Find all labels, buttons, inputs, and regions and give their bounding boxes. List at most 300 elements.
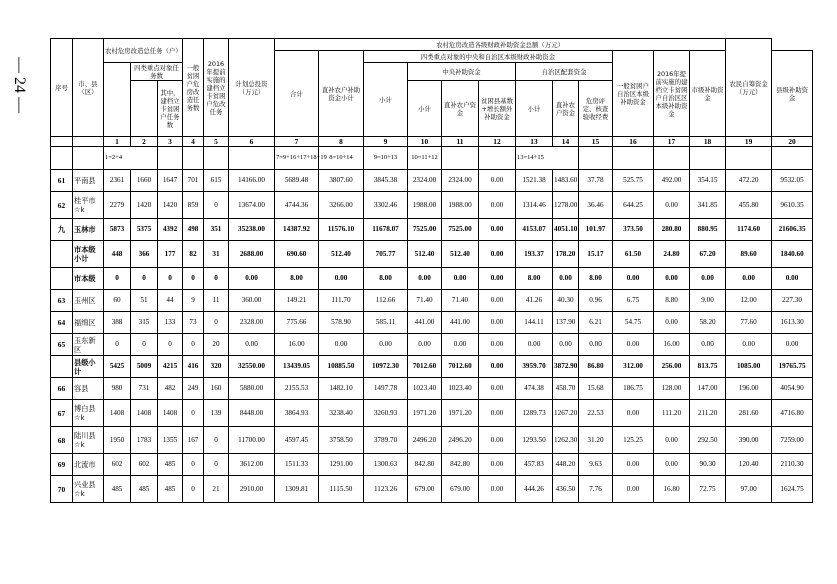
cell-col-18: 211.20 [690, 400, 726, 427]
cell-col-11: 441.00 [442, 312, 479, 334]
cell-col-3: 133 [158, 312, 183, 334]
cell-col-3: 1647 [158, 170, 183, 192]
cell-col-5: 11 [204, 290, 229, 312]
cell-col-1: 0 [104, 334, 131, 356]
row-name: 福绵区 [73, 312, 104, 334]
cell-col-15: 101.97 [579, 219, 613, 241]
cell-col-7: 2155.53 [275, 378, 319, 400]
col-number: 14 [553, 137, 579, 147]
cell-col-9: 8.00 [364, 268, 408, 290]
col-number: 7 [275, 137, 319, 147]
col-number: 15 [579, 137, 613, 147]
cell-col-12: 0.00 [479, 400, 516, 427]
cell-col-7: 3864.93 [275, 400, 319, 427]
header-seq: 序号 [51, 39, 73, 137]
header-central-group: 中央补助资金 [408, 63, 516, 81]
cell-col-17: 280.80 [654, 219, 690, 241]
cell-col-11: 7525.00 [442, 219, 479, 241]
cell-col-19: 1174.60 [726, 219, 772, 241]
row-name: 平南县 [73, 170, 104, 192]
cell-col-9: 11678.07 [364, 219, 408, 241]
cell-col-18: 72.75 [690, 476, 726, 503]
cell-col-19: 455.80 [726, 192, 772, 219]
header-self-fund: 农民自筹资金（万元） [726, 39, 772, 137]
cell-col-3: 1420 [158, 192, 183, 219]
header-region-group: 自治区配套资金 [516, 63, 613, 81]
col-number: 3 [158, 137, 183, 147]
cell-col-3: 44 [158, 290, 183, 312]
cell-col-3: 485 [158, 454, 183, 476]
col-number: 16 [613, 137, 654, 147]
row-seq: 64 [51, 312, 73, 334]
cell-col-8: 1291.00 [319, 454, 364, 476]
cell-col-8: 512.40 [319, 241, 364, 268]
cell-col-16: 373.50 [613, 219, 654, 241]
cell-col-16: 0.00 [613, 400, 654, 427]
cell-col-2: 1408 [131, 400, 158, 427]
cell-col-6: 0.00 [229, 268, 275, 290]
col-number: 4 [183, 137, 204, 147]
table-row [51, 356, 813, 378]
cell-col-6: 2688.00 [229, 241, 275, 268]
cell-col-20: 7259.00 [772, 427, 813, 454]
cell-col-18: 292.50 [690, 427, 726, 454]
cell-col-5: 31 [204, 241, 229, 268]
cell-col-20: 1613.30 [772, 312, 813, 334]
cell-col-16: 644.25 [613, 192, 654, 219]
cell-col-5: 21 [204, 476, 229, 503]
cell-col-8: 111.70 [319, 290, 364, 312]
cell-col-1: 1950 [104, 427, 131, 454]
formula-c10: 10=11+12 [408, 147, 442, 170]
row-seq: 68 [51, 427, 73, 454]
subsidy-table [50, 38, 813, 503]
row-name: 北流市 [73, 454, 104, 476]
cell-col-14: 458.70 [553, 378, 579, 400]
cell-col-8: 1115.50 [319, 476, 364, 503]
cell-col-8: 3266.00 [319, 192, 364, 219]
cell-col-11: 2496.20 [442, 427, 479, 454]
column-numbers-row [51, 137, 813, 147]
table-row [51, 192, 813, 219]
cell-col-2: 1660 [131, 170, 158, 192]
cell-col-16: 186.75 [613, 378, 654, 400]
col-number: 18 [690, 137, 726, 147]
cell-col-4: 0 [183, 334, 204, 356]
cell-col-19: 472.20 [726, 170, 772, 192]
cell-col-2: 0 [131, 334, 158, 356]
cell-col-13: 144.11 [516, 312, 553, 334]
header-task-blank [104, 63, 131, 137]
cell-col-13: 3959.70 [516, 356, 553, 378]
cell-col-13: 4153.07 [516, 219, 553, 241]
cell-col-16: 0.00 [613, 268, 654, 290]
cell-col-3: 482 [158, 378, 183, 400]
row-seq: 63 [51, 290, 73, 312]
cell-col-6: 14166.00 [229, 170, 275, 192]
cell-col-10: 512.40 [408, 241, 442, 268]
row-name: 陆川县☆k [73, 427, 104, 454]
cell-col-15: 15.17 [579, 241, 613, 268]
cell-col-10: 1971.20 [408, 400, 442, 427]
cell-col-3: 1408 [158, 400, 183, 427]
cell-col-10: 1988.00 [408, 192, 442, 219]
cell-col-8: 10885.50 [319, 356, 364, 378]
table-row [51, 241, 813, 268]
cell-col-13: 474.38 [516, 378, 553, 400]
cell-col-9: 3845.38 [364, 170, 408, 192]
cell-col-17: 0.00 [654, 268, 690, 290]
cell-col-20: 0.00 [772, 334, 813, 356]
cell-col-13: 1289.73 [516, 400, 553, 427]
cell-col-7: 5689.48 [275, 170, 319, 192]
cell-col-18: 354.15 [690, 170, 726, 192]
row-seq: 61 [51, 170, 73, 192]
formula-c8: 8=10+14 [319, 147, 364, 170]
cell-col-6: 360.00 [229, 290, 275, 312]
row-seq: 69 [51, 454, 73, 476]
cell-col-5: 0 [204, 427, 229, 454]
cell-col-4: 82 [183, 241, 204, 268]
header-key-group: 四类重点对象任务数 [131, 63, 183, 81]
cell-col-19: 12.00 [726, 290, 772, 312]
cell-col-6: 5880.00 [229, 378, 275, 400]
cell-col-15: 0.00 [579, 334, 613, 356]
header-central-sub: 小计 [408, 81, 442, 137]
cell-col-17: 0.00 [654, 192, 690, 219]
header-fund-group: 农村危房改造各级财政补助资金总额（万元） [275, 39, 726, 51]
cell-col-18: 147.00 [690, 378, 726, 400]
cell-col-7: 775.66 [275, 312, 319, 334]
cell-col-8: 578.90 [319, 312, 364, 334]
cell-col-4: 701 [183, 170, 204, 192]
row-seq [51, 268, 73, 290]
cell-col-4: 0 [183, 476, 204, 503]
cell-col-2: 0 [131, 268, 158, 290]
cell-col-14: 178.20 [553, 241, 579, 268]
cell-col-1: 448 [104, 241, 131, 268]
cell-col-1: 2279 [104, 192, 131, 219]
cell-col-10: 7525.00 [408, 219, 442, 241]
cell-col-19: 281.60 [726, 400, 772, 427]
cell-col-15: 6.21 [579, 312, 613, 334]
cell-col-19: 97.00 [726, 476, 772, 503]
cell-col-11: 842.80 [442, 454, 479, 476]
cell-col-19: 0.00 [726, 334, 772, 356]
cell-col-14: 1267.20 [553, 400, 579, 427]
table-row [51, 476, 813, 503]
cell-col-20: 0.00 [772, 268, 813, 290]
cell-col-2: 5009 [131, 356, 158, 378]
header-nonpoor: 一般贫困户危房改造任务数 [183, 39, 204, 137]
cell-col-6: 0.00 [229, 334, 275, 356]
cell-col-10: 7012.60 [408, 356, 442, 378]
cell-col-7: 4597.45 [275, 427, 319, 454]
cell-col-19: 196.00 [726, 378, 772, 400]
cell-col-16: 0.00 [613, 334, 654, 356]
cell-col-6: 11700.00 [229, 427, 275, 454]
row-name: 桂平市☆k [73, 192, 104, 219]
cell-col-11: 1988.00 [442, 192, 479, 219]
cell-col-8: 0.00 [319, 334, 364, 356]
cell-col-14: 0.00 [553, 334, 579, 356]
cell-col-4: 167 [183, 427, 204, 454]
cell-col-12: 0.00 [479, 268, 516, 290]
row-seq: 66 [51, 378, 73, 400]
col-number: 2 [131, 137, 158, 147]
cell-col-10: 0.00 [408, 334, 442, 356]
cell-col-12: 0.00 [479, 170, 516, 192]
cell-col-2: 5375 [131, 219, 158, 241]
cell-col-18: 58.20 [690, 312, 726, 334]
cell-col-11: 512.40 [442, 241, 479, 268]
cell-col-14: 4051.10 [553, 219, 579, 241]
col-number: 1 [104, 137, 131, 147]
cell-col-1: 388 [104, 312, 131, 334]
header-key-fund-group: 四类重点对象的中央和自治区本级财政补助资金 [364, 51, 613, 63]
cell-col-7: 690.60 [275, 241, 319, 268]
cell-col-16: 0.00 [613, 476, 654, 503]
cell-col-13: 193.37 [516, 241, 553, 268]
header-total: 合计 [275, 51, 319, 137]
cell-col-3: 177 [158, 241, 183, 268]
cell-col-9: 1300.63 [364, 454, 408, 476]
cell-col-16: 312.00 [613, 356, 654, 378]
cell-col-8: 3238.40 [319, 400, 364, 427]
cell-col-12: 0.00 [479, 334, 516, 356]
cell-col-9: 585.11 [364, 312, 408, 334]
cell-col-17: 16.80 [654, 476, 690, 503]
cell-col-6: 3612.00 [229, 454, 275, 476]
header-task-group: 农村危房改造总任务（户） [104, 39, 183, 63]
header-plan-investment: 计划总投资（万元） [229, 39, 275, 137]
cell-col-17: 16.00 [654, 334, 690, 356]
cell-col-13: 1314.46 [516, 192, 553, 219]
cell-col-20: 19765.75 [772, 356, 813, 378]
cell-col-12: 0.00 [479, 312, 516, 334]
cell-col-12: 0.00 [479, 241, 516, 268]
cell-col-18: 90.30 [690, 454, 726, 476]
cell-col-14: 40.30 [553, 290, 579, 312]
row-name: 市本级小计 [73, 241, 104, 268]
row-name: 玉林市 [73, 219, 104, 241]
cell-col-6: 13674.00 [229, 192, 275, 219]
cell-col-20: 4716.80 [772, 400, 813, 427]
cell-col-5: 320 [204, 356, 229, 378]
formula-c1: 1=2+4 [104, 147, 158, 170]
cell-col-6: 35238.00 [229, 219, 275, 241]
header-poor-county: 贫困县基数+增长额外补助资金 [479, 81, 516, 137]
page-number: — 24 — [11, 57, 28, 113]
row-seq: 67 [51, 400, 73, 427]
col-number: 20 [772, 137, 813, 147]
header-key-sub: 其中，建档立卡贫困户任务数 [158, 81, 183, 137]
cell-col-12: 0.00 [479, 192, 516, 219]
cell-col-1: 5425 [104, 356, 131, 378]
cell-col-12: 0.00 [479, 427, 516, 454]
cell-col-20: 1624.75 [772, 476, 813, 503]
header-2016: 2016年提前实施的建档立卡贫困户危改任务 [204, 39, 229, 137]
cell-col-3: 1355 [158, 427, 183, 454]
col-number: 8 [319, 137, 364, 147]
cell-col-17: 111.20 [654, 400, 690, 427]
cell-col-10: 441.00 [408, 312, 442, 334]
cell-col-6: 8448.00 [229, 400, 275, 427]
cell-col-10: 1023.40 [408, 378, 442, 400]
cell-col-20: 1840.60 [772, 241, 813, 268]
cell-col-10: 2324.00 [408, 170, 442, 192]
cell-col-20: 9532.05 [772, 170, 813, 192]
cell-col-18: 0.00 [690, 268, 726, 290]
cell-col-4: 9 [183, 290, 204, 312]
header-region-sub: 小计 [516, 81, 553, 137]
cell-col-5: 351 [204, 219, 229, 241]
cell-col-13: 444.26 [516, 476, 553, 503]
cell-col-19: 1085.00 [726, 356, 772, 378]
cell-col-9: 0.00 [364, 334, 408, 356]
cell-col-7: 13439.05 [275, 356, 319, 378]
cell-col-14: 1278.00 [553, 192, 579, 219]
cell-col-3: 0 [158, 268, 183, 290]
cell-col-15: 7.76 [579, 476, 613, 503]
col-number: 17 [654, 137, 690, 147]
cell-col-16: 525.75 [613, 170, 654, 192]
cell-col-14: 1262.30 [553, 427, 579, 454]
cell-col-16: 54.75 [613, 312, 654, 334]
cell-col-19: 120.40 [726, 454, 772, 476]
row-seq [51, 241, 73, 268]
cell-col-18: 0.00 [690, 334, 726, 356]
row-seq: 62 [51, 192, 73, 219]
cell-col-2: 315 [131, 312, 158, 334]
cell-col-4: 416 [183, 356, 204, 378]
row-name: 容县 [73, 378, 104, 400]
cell-col-16: 6.75 [613, 290, 654, 312]
cell-col-5: 160 [204, 378, 229, 400]
cell-col-10: 0.00 [408, 268, 442, 290]
cell-col-1: 5873 [104, 219, 131, 241]
cell-col-12: 0.00 [479, 219, 516, 241]
cell-col-10: 679.00 [408, 476, 442, 503]
header-direct-sub: 直补农户补助资金小计 [319, 51, 364, 137]
cell-col-11: 679.00 [442, 476, 479, 503]
cell-col-6: 32550.00 [229, 356, 275, 378]
cell-col-17: 24.80 [654, 241, 690, 268]
cell-col-3: 485 [158, 476, 183, 503]
cell-col-14: 448.20 [553, 454, 579, 476]
cell-col-10: 2496.20 [408, 427, 442, 454]
cell-col-2: 1783 [131, 427, 158, 454]
cell-col-12: 0.00 [479, 476, 516, 503]
cell-col-1: 1408 [104, 400, 131, 427]
col-number: 13 [516, 137, 553, 147]
cell-col-12: 0.00 [479, 356, 516, 378]
cell-col-10: 71.40 [408, 290, 442, 312]
cell-col-11: 0.00 [442, 268, 479, 290]
cell-col-15: 15.68 [579, 378, 613, 400]
cell-col-13: 8.00 [516, 268, 553, 290]
cell-col-8: 3807.60 [319, 170, 364, 192]
cell-col-17: 8.80 [654, 290, 690, 312]
cell-col-17: 0.00 [654, 454, 690, 476]
cell-col-16: 61.50 [613, 241, 654, 268]
cell-col-20: 2110.30 [772, 454, 813, 476]
table-row [51, 334, 813, 356]
cell-col-16: 125.25 [613, 427, 654, 454]
header-county-fund: 县级补助资金 [772, 51, 813, 137]
cell-col-15: 0.96 [579, 290, 613, 312]
cell-col-14: 436.50 [553, 476, 579, 503]
cell-col-17: 256.00 [654, 356, 690, 378]
table-row [51, 170, 813, 192]
cell-col-12: 0.00 [479, 454, 516, 476]
cell-col-9: 3789.70 [364, 427, 408, 454]
cell-col-14: 1483.60 [553, 170, 579, 192]
col-number: 12 [479, 137, 516, 147]
cell-col-8: 1482.10 [319, 378, 364, 400]
header-central-direct: 直补农户资金 [442, 81, 479, 137]
row-name: 玉东新区 [73, 334, 104, 356]
table-body [51, 170, 813, 503]
table-row [51, 454, 813, 476]
cell-col-11: 2324.00 [442, 170, 479, 192]
cell-col-13: 41.26 [516, 290, 553, 312]
cell-col-2: 731 [131, 378, 158, 400]
table-row [51, 378, 813, 400]
cell-col-7: 16.00 [275, 334, 319, 356]
row-seq [51, 356, 73, 378]
cell-col-19: 0.00 [726, 268, 772, 290]
cell-col-7: 1309.81 [275, 476, 319, 503]
table-row [51, 400, 813, 427]
cell-col-1: 0 [104, 268, 131, 290]
cell-col-14: 3872.90 [553, 356, 579, 378]
cell-col-1: 60 [104, 290, 131, 312]
cell-col-20: 227.30 [772, 290, 813, 312]
cell-col-20: 4054.90 [772, 378, 813, 400]
cell-col-9: 112.66 [364, 290, 408, 312]
cell-col-15: 36.46 [579, 192, 613, 219]
cell-col-7: 1511.33 [275, 454, 319, 476]
cell-col-15: 31.20 [579, 427, 613, 454]
header-2016-fund: 2016年提前实施的建档立卡贫困户自治区区本级补助资金 [654, 51, 690, 137]
cell-col-4: 249 [183, 378, 204, 400]
cell-col-16: 0.00 [613, 454, 654, 476]
cell-col-20: 21606.35 [772, 219, 813, 241]
formula-c13: 13=14+15 [516, 147, 579, 170]
cell-col-18: 341.85 [690, 192, 726, 219]
row-name: 玉州区 [73, 290, 104, 312]
cell-col-9: 10972.30 [364, 356, 408, 378]
header-assess-fee: 危房评定、核查验收经费 [579, 81, 613, 137]
cell-col-20: 9610.35 [772, 192, 813, 219]
cell-col-12: 0.00 [479, 378, 516, 400]
cell-col-8: 3758.50 [319, 427, 364, 454]
cell-col-4: 73 [183, 312, 204, 334]
table-row [51, 219, 813, 241]
cell-col-15: 9.63 [579, 454, 613, 476]
col-number: 10 [408, 137, 442, 147]
row-name: 县级小计 [73, 356, 104, 378]
cell-col-12: 0.00 [479, 290, 516, 312]
cell-col-2: 366 [131, 241, 158, 268]
cell-col-19: 390.00 [726, 427, 772, 454]
cell-col-14: 137.90 [553, 312, 579, 334]
col-number: 11 [442, 137, 479, 147]
cell-col-3: 4392 [158, 219, 183, 241]
cell-col-15: 8.00 [579, 268, 613, 290]
cell-col-15: 22.53 [579, 400, 613, 427]
